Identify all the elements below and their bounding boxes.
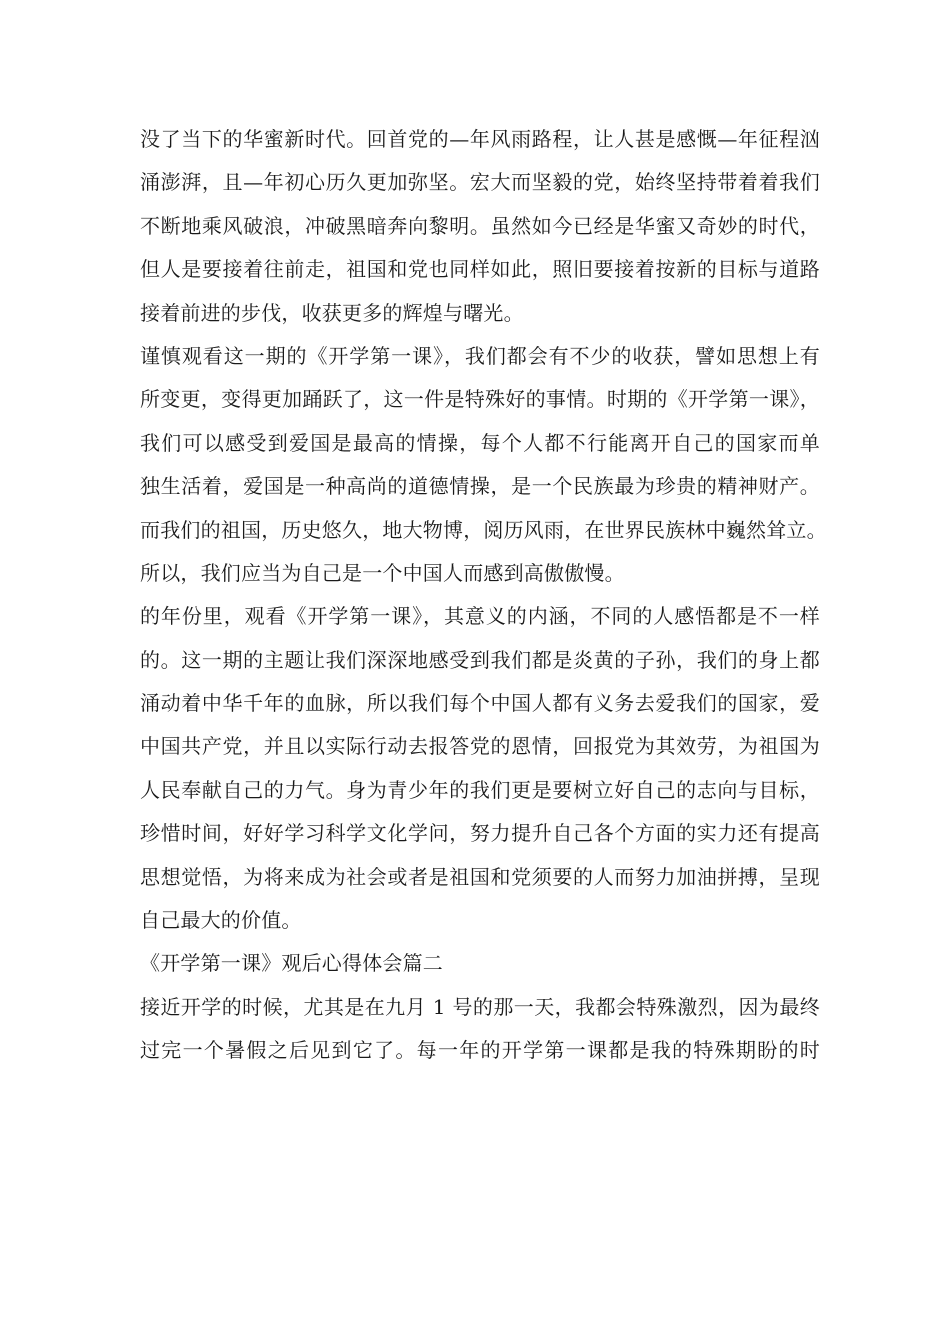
text-line: 人民奉献自己的力气。身为青少年的我们更是要树立好自己的志向与目标， bbox=[140, 777, 820, 802]
heading-line: 《开学第一课》观后心得体会篇二 bbox=[140, 951, 443, 976]
text-line: 所以，我们应当为自己是一个中国人而感到高傲傲慢。 bbox=[140, 560, 625, 585]
text-line: 的年份里，观看《开学第一课》，其意义的内涵，不同的人感悟都是不一样 bbox=[140, 604, 820, 629]
text-line: 过完一个暑假之后见到它了。每一年的开学第一课都是我的特殊期盼的时 bbox=[140, 1038, 820, 1063]
text-line: 中国共产党，并且以实际行动去报答党的恩情，回报党为其效劳，为祖国为 bbox=[140, 734, 820, 759]
paragraph-3 bbox=[140, 595, 820, 942]
text-line: 但人是要接着往前走，祖国和党也同样如此，照旧要接着按新的目标与道路 bbox=[140, 257, 820, 282]
text-line: 接近开学的时候，尤其是在九月 1 号的那一天，我都会特殊激烈，因为最终 bbox=[140, 994, 820, 1019]
text-line: 所变更，变得更加踊跃了，这一件是特殊好的事情。时期的《开学第一课》， bbox=[140, 387, 820, 412]
text-line: 涌动着中华千年的血脉，所以我们每个中国人都有义务去爱我们的国家，爱 bbox=[140, 691, 820, 716]
text-line: 珍惜时间，好好学习科学文化学问，努力提升自己各个方面的实力还有提高 bbox=[140, 821, 820, 846]
text-line: 而我们的祖国，历史悠久，地大物博，阅历风雨，在世界民族林中巍然耸立。 bbox=[140, 517, 827, 542]
text-line: 谨慎观看这一期的《开学第一课》，我们都会有不少的收获，譬如思想上有 bbox=[140, 343, 820, 368]
section-heading bbox=[140, 942, 820, 985]
text-line: 接着前进的步伐，收获更多的辉煌与曙光。 bbox=[140, 300, 524, 325]
text-line: 不断地乘风破浪，冲破黑暗奔向黎明。虽然如今已经是华蜜又奇妙的时代， bbox=[140, 213, 820, 238]
paragraph-4 bbox=[140, 986, 820, 1073]
text-line: 没了当下的华蜜新时代。回首党的—年风雨路程，让人甚是感慨—年征程汹 bbox=[140, 127, 820, 151]
document-body bbox=[140, 118, 827, 1073]
paragraph-1 bbox=[140, 118, 820, 335]
paragraph-2 bbox=[140, 335, 827, 595]
text-line: 自己最大的价值。 bbox=[140, 908, 302, 933]
text-line: 涌澎湃，且—年初心历久更加弥坚。宏大而坚毅的党，始终坚持带着着我们 bbox=[140, 170, 820, 195]
text-line: 我们可以感受到爱国是最高的情操，每个人都不行能离开自己的国家而单 bbox=[140, 430, 820, 455]
text-line: 独生活着，爱国是一种高尚的道德情操，是一个民族最为珍贵的精神财产。 bbox=[140, 474, 820, 499]
text-line: 思想觉悟，为将来成为社会或者是祖国和党须要的人而努力加油拼搏，呈现 bbox=[140, 864, 820, 889]
text-line: 的。这一期的主题让我们深深地感受到我们都是炎黄的子孙，我们的身上都 bbox=[140, 647, 820, 672]
